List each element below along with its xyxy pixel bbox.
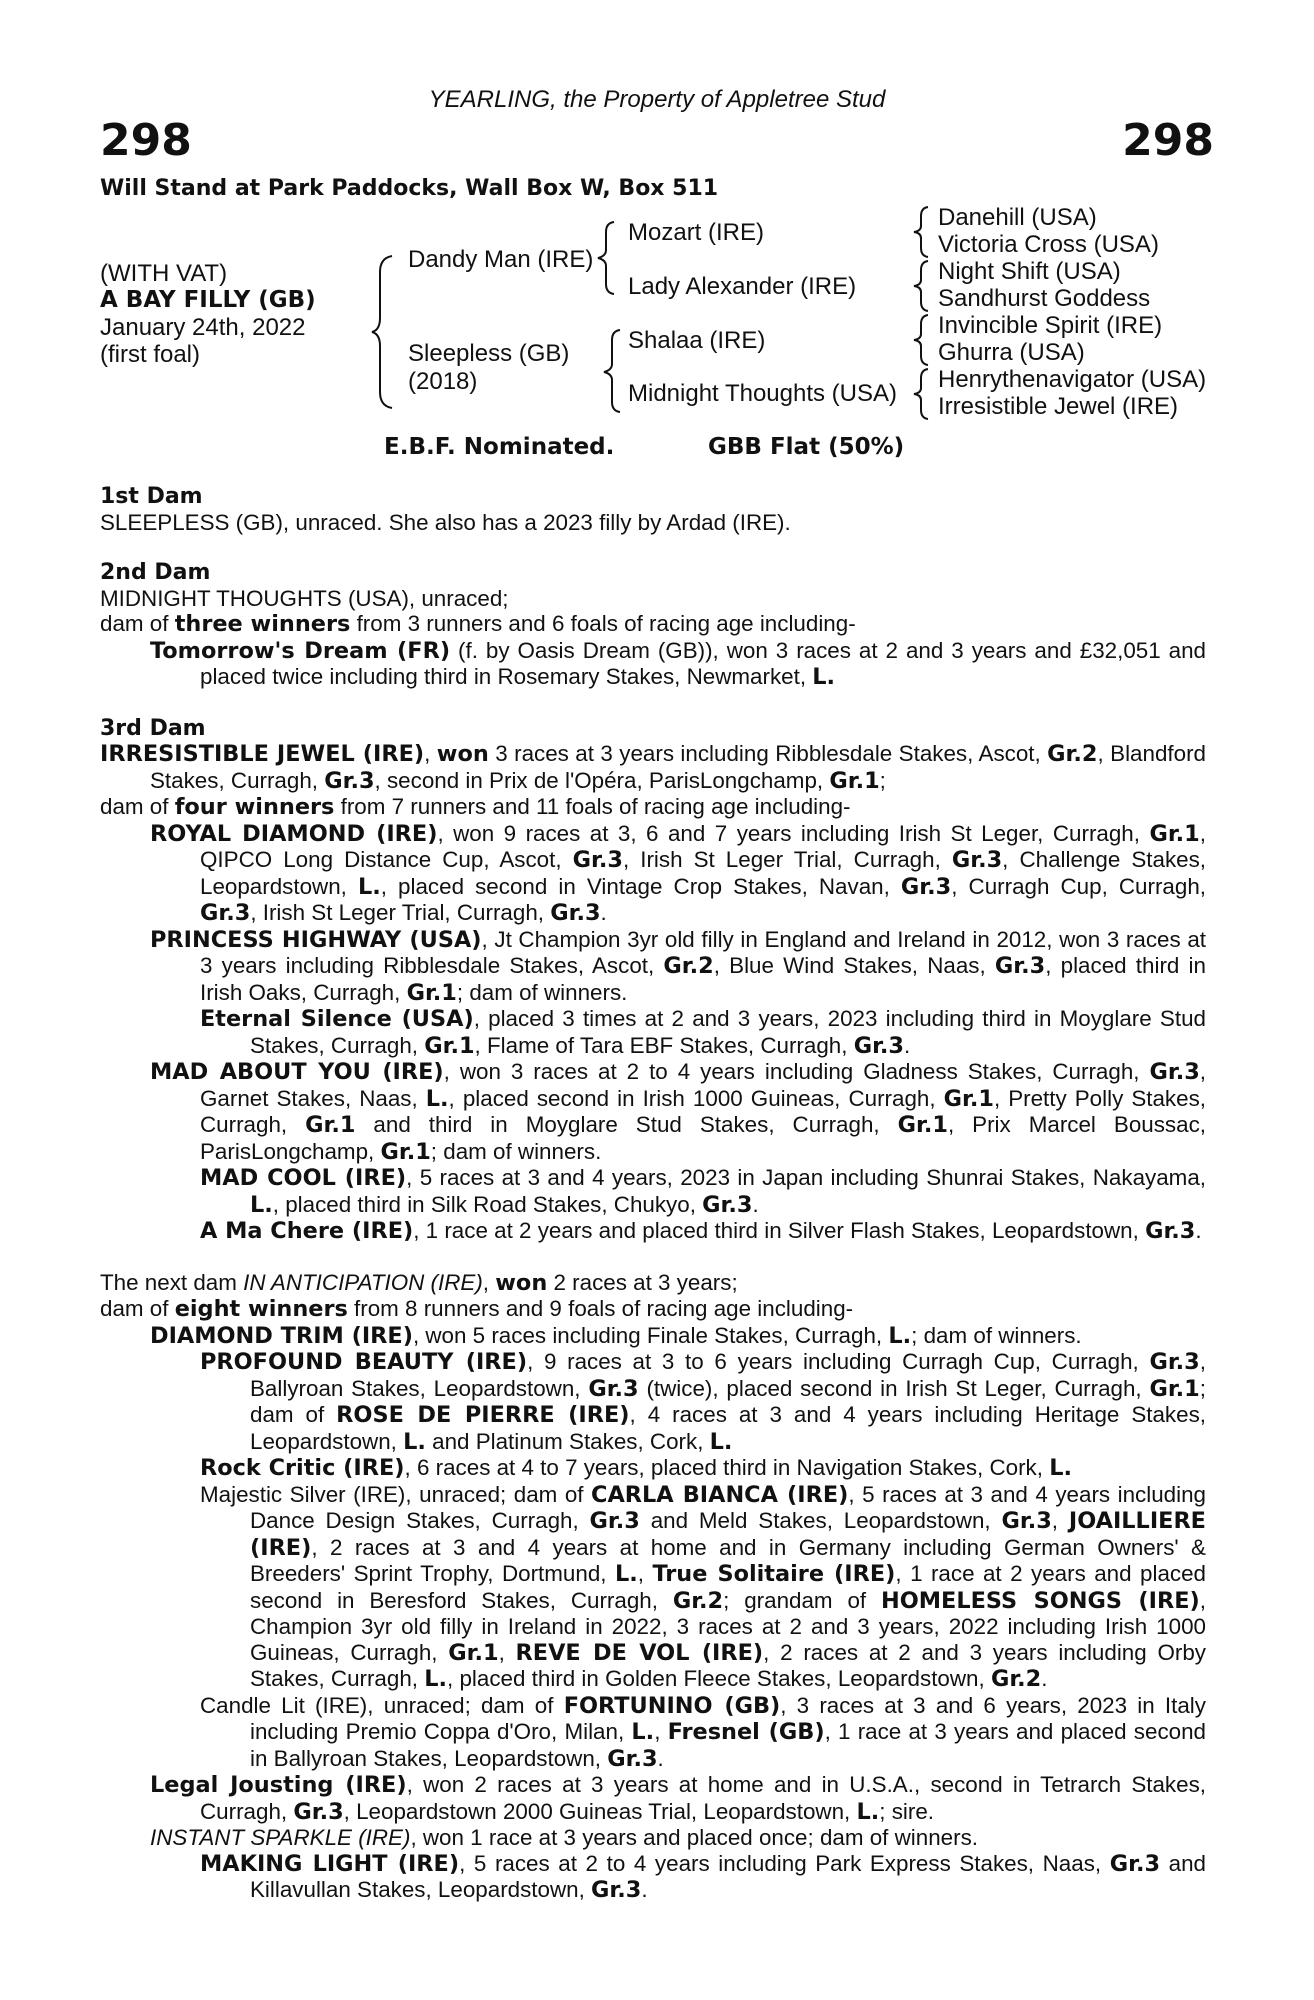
next-dam-heading: The next dam IN ANTICIPATION (IRE), won 2 races at 3 years; [100,1269,738,1296]
offspring-profound-beauty: PROFOUND BEAUTY (IRE), 9 races at 3 to 6 years including Curragh Cup, Curragh, Gr.3, Ballyroan Stakes, Leopardstown, Gr.3 (twice), placed second in Irish St Leger, Curragh, Gr.1; dam of ROSE DE PIERRE (IRE), 4 races at 3 and 4 years including Heritage Stakes, Leopardstown, L. and Platinum Stakes, Cork, L. [200,1349,1206,1455]
offspring-royal-diamond: ROYAL DIAMOND (IRE), won 9 races at 3, 6 and 7 years including Irish St Leger, Curragh, Gr.1, QIPCO Long Distance Cup, Ascot, Gr.3, Irish St Leger Trial, Curragh, Gr.3, Challenge Stakes, Leopardstown, L., placed second in Vintage Crop Stakes, Navan, Gr.3, Curragh Cup, Curragh, Gr.3, Irish St Leger Trial, Curragh, Gr.3. [150,820,1207,926]
third-dam-produce-summary: dam of four winners from 7 runners and 11 foals of racing age including- [100,794,851,820]
pedigree-sire: Dandy Man (IRE) [408,246,594,273]
pedigree-g4: Sandhurst Goddess [938,285,1151,312]
first-dam-heading: 1st Dam [100,484,203,509]
offspring-candle-lit: Candle Lit (IRE), unraced; dam of FORTUNINO (GB), 3 races at 3 and 6 years, 2023 in Italy including Premio Coppa d'Oro, Milan, L., Fresnel (GB), 1 race at 3 years and placed second in Ballyroan Stakes, Leopardstown, Gr.3. [200,1692,1207,1772]
gbb-flat: GBB Flat (50%) [708,434,905,460]
offspring-instant-sparkle: INSTANT SPARKLE (IRE), won 1 race at 3 years and placed once; dam of winners. [150,1825,978,1850]
pedigree-g3: Night Shift (USA) [938,258,1121,285]
offspring-mad-about-you: MAD ABOUT YOU (IRE), won 3 races at 2 to 4 years including Gladness Stakes, Curragh, Gr.3, Garnet Stakes, Naas, L., placed second in Irish 1000 Guineas, Curragh, Gr.1, Pretty Polly Stakes, Curragh, Gr.1 and third in Moyglare Stud Stakes, Curragh, Gr.1, Prix Marcel Boussac, ParisLongchamp, Gr.1; dam of winners. [150,1059,1207,1165]
offspring-mad-cool: MAD COOL (IRE), 5 races at 3 and 4 years, 2023 in Japan including Shunrai Stakes, Nakayama, L., placed third in Silk Road Stakes, Chukyo, Gr.3. [200,1165,1206,1218]
pedigree-sire-sire: Mozart (IRE) [628,219,765,246]
offspring-diamond-trim: DIAMOND TRIM (IRE), won 5 races including Finale Stakes, Curragh, L.; dam of winners. [150,1322,1082,1349]
offspring-rock-critic: Rock Critic (IRE), 6 races at 4 to 7 years, placed third in Navigation Stakes, Cork, L. [200,1455,1072,1481]
pedigree-body [100,484,1206,1904]
pedigree-g7: Henrythenavigator (USA) [938,366,1207,393]
first-dam-text: SLEEPLESS (GB), unraced. She also has a 2023 filly by Ardad (IRE). [100,509,791,535]
stand-location: Will Stand at Park Paddocks, Wall Box W, Box 511 [100,176,719,201]
pedigree-sire-dam: Lady Alexander (IRE) [628,273,857,300]
vat-note: (WITH VAT) [100,260,228,287]
property-title: YEARLING, the Property of Appletree Stud [428,86,886,113]
pedigree-g5: Invincible Spirit (IRE) [938,312,1163,339]
ebf-nominated: E.B.F. Nominated. [384,434,615,460]
brace-g3 [908,312,934,368]
brace-g4 [908,366,934,422]
pedigree-dam-year: (2018) [408,368,478,395]
pedigree-g6: Ghurra (USA) [938,339,1085,366]
second-dam-line1: MIDNIGHT THOUGHTS (USA), unraced; [100,585,509,611]
pedigree-g2: Victoria Cross (USA) [938,231,1159,258]
pedigree-dam-dam: Midnight Thoughts (USA) [628,380,898,407]
pedigree-dam: Sleepless (GB) [408,340,570,367]
offspring-princess-highway: PRINCESS HIGHWAY (USA), Jt Champion 3yr old filly in England and Ireland in 2012, won 3 races at 3 years including Ribblesdale Stakes, Ascot, Gr.2, Blue Wind Stakes, Naas, Gr.3, placed third in Irish Oaks, Curragh, Gr.1; dam of winners. [150,926,1206,1006]
foaling-date: January 24th, 2022 [100,314,306,341]
pedigree-brace-main [370,252,400,412]
pedigree-dam-sire: Shalaa (IRE) [628,327,766,354]
lot-description: A BAY FILLY (GB) [100,287,316,313]
pedigree-g8: Irresistible Jewel (IRE) [938,393,1179,420]
lot-number-right: 298 [1122,115,1214,166]
foal-note: (first foal) [100,341,201,368]
second-dam-line2: dam of three winners from 3 runners and 6 foals of racing age including- [100,611,856,637]
third-dam-heading: 3rd Dam [100,715,206,741]
offspring-eternal-silence: Eternal Silence (USA), placed 3 times at 2 and 3 years, 2023 including third in Moyglare Stud Stakes, Curragh, Gr.1, Flame of Tara EBF Stakes, Curragh, Gr.3. [200,1006,1206,1059]
pedigree-brace-sire [590,218,620,298]
second-dam-heading: 2nd Dam [100,560,211,585]
brace-g1 [908,204,934,260]
brace-g2 [908,258,934,314]
pedigree-brace-dam [596,326,626,416]
offspring-legal-jousting: Legal Jousting (IRE), won 2 races at 3 years at home and in U.S.A., second in Tetrarch Stakes, Curragh, Gr.3, Leopardstown 2000 Guineas Trial, Leopardstown, L.; sire. [150,1772,1206,1825]
offspring-majestic-silver: Majestic Silver (IRE), unraced; dam of CARLA BIANCA (IRE), 5 races at 3 and 4 years including Dance Design Stakes, Curragh, Gr.3 and Meld Stakes, Leopardstown, Gr.3, JOAILLIERE (IRE), 2 races at 3 and 4 years at home and in Germany including German Owners' & Breeders' Sprint Trophy, Dortmund, L., True Solitaire (IRE), 1 race at 2 years and placed second in Beresford Stakes, Curragh, Gr.2; grandam of HOMELESS SONGS (IRE), Champion 3yr old filly in Ireland in 2022, 3 races at 2 and 3 years, 2022 including Irish 1000 Guineas, Curragh, Gr.1, REVE DE VOL (IRE), 2 races at 2 and 3 years including Orby Stakes, Curragh, L., placed third in Golden Fleece Stakes, Leopardstown, Gr.2. [200,1481,1207,1692]
offspring-making-light: MAKING LIGHT (IRE), 5 races at 2 to 4 years including Park Express Stakes, Naas, Gr.3 and Killavullan Stakes, Leopardstown, Gr.3. [200,1850,1206,1903]
second-dam-offspring: Tomorrow's Dream (FR) (f. by Oasis Dream (GB)), won 3 races at 2 and 3 years and £32,051 and placed twice including third in Rosemary Stakes, Newmarket, L. [150,637,1206,690]
pedigree-g1: Danehill (USA) [938,204,1097,231]
third-dam-entry: IRRESISTIBLE JEWEL (IRE), won 3 races at 3 years including Ribblesdale Stakes, Ascot, Gr.2, Blandford Stakes, Curragh, Gr.3, second in Prix de l'Opéra, ParisLongchamp, Gr.1; [100,741,1206,794]
lot-info [100,260,316,368]
offspring-a-ma-chere: A Ma Chere (IRE), 1 race at 2 years and placed third in Silver Flash Stakes, Leopardstown, Gr.3. [200,1218,1202,1244]
next-dam-produce-summary: dam of eight winners from 8 runners and 9 foals of racing age including- [100,1296,854,1322]
lot-number-left: 298 [100,115,192,166]
